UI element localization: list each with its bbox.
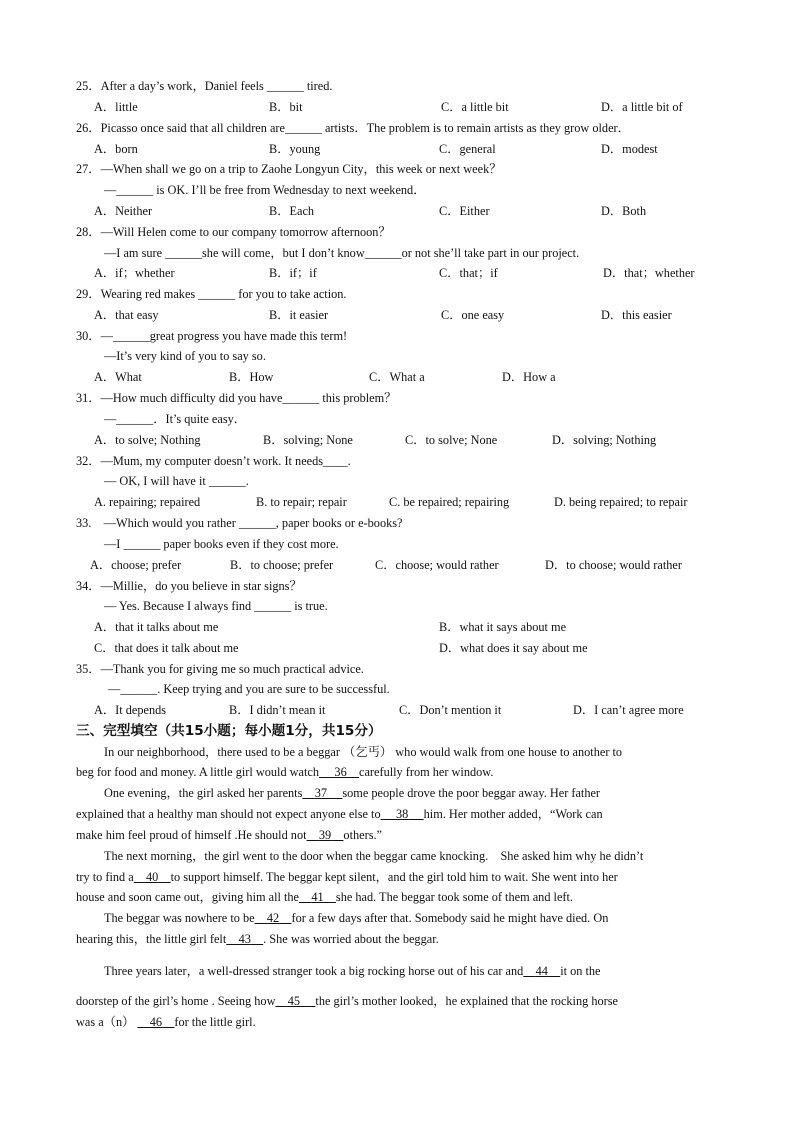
question-stem: 25．After a day’s work，Daniel feels ______ tired. — [76, 79, 333, 93]
option-d: D．solving; Nothing — [552, 433, 657, 447]
blank-37: 37 — [314, 786, 327, 800]
option-b: B．I didn’t mean it — [229, 703, 326, 717]
blank-46: 46 — [149, 1015, 163, 1029]
passage-line: house and soon came out，giving him all the 41 she had. The beggar took some of them and left. — [76, 890, 574, 904]
question-stem: 29．Wearing red makes ______ for you to take action. — [76, 287, 347, 301]
passage-line: The beggar was nowhere to be 42 for a few days after that. Somebody said he might have died. On — [104, 911, 609, 925]
blank-45: 45 — [287, 994, 301, 1008]
dialogue-line: —______. Keep trying and you are sure to be successful. — [108, 682, 390, 696]
option-c: C．that；if — [439, 266, 498, 280]
option-d: D．that；whether — [603, 266, 695, 280]
question-stem: 35．—Thank you for giving me so much practical advice. — [76, 662, 364, 676]
option-d: D．I can’t agree more — [573, 703, 684, 717]
option-c: C．a little bit — [441, 100, 509, 114]
dialogue-line: —It’s very kind of you to say so. — [104, 349, 266, 363]
passage-line: try to find a 40 to support himself. The beggar kept silent，and the girl told him to wait. She went into her — [76, 870, 618, 884]
blank-44: 44 — [535, 964, 548, 978]
option-b: B．to choose; prefer — [230, 558, 334, 572]
passage-line: make him feel proud of himself .He should not 39 others.” — [76, 828, 383, 842]
passage-line: hearing this，the little girl felt 43 . She was worried about the beggar. — [76, 932, 439, 946]
passage-line: explained that a healthy man should not expect anyone else to 38 him. Her mother added，“Work can — [76, 807, 603, 821]
option-c: C．What a — [369, 370, 425, 384]
option-d: D．a little bit of — [601, 100, 683, 114]
option-b: B．Each — [269, 204, 315, 218]
passage-line: Three years later，a well-dressed stranger took a big rocking horse out of his car and 44 it on the — [104, 964, 601, 978]
option-d: D．this easier — [601, 308, 672, 322]
dialogue-line: —______．It’s quite easy． — [104, 412, 247, 426]
dialogue-line: — Yes. Because I always find ______ is true. — [104, 599, 328, 613]
option-c: C．one easy — [441, 308, 505, 322]
option-b: B．young — [269, 142, 321, 156]
question-stem: 30．—______great progress you have made this term! — [76, 329, 348, 343]
blank-36: 36 — [334, 765, 347, 779]
option-a: A．that easy — [94, 308, 159, 322]
blank-38: 38 — [395, 807, 409, 821]
question-stem: 33. —Which would you rather ______, paper books or e-books? — [76, 516, 403, 530]
option-d: D．modest — [601, 142, 658, 156]
option-d: D．How a — [502, 370, 556, 384]
option-a: A．that it talks about me — [94, 620, 219, 634]
option-a: A．What — [94, 370, 142, 384]
passage-line: was a（n） 46 for the little girl. — [76, 1015, 256, 1029]
dialogue-line: — OK, I will have it ______. — [104, 474, 249, 488]
option-c: C．to solve; None — [405, 433, 498, 447]
option-b: B．How — [229, 370, 274, 384]
blank-41: 41 — [311, 890, 324, 904]
dialogue-line: —______ is OK. I’ll be free from Wednesday to next weekend． — [104, 183, 426, 197]
option-d: D．what does it say about me — [439, 641, 588, 655]
option-a: A．little — [94, 100, 138, 114]
option-b: B. to repair; repair — [256, 495, 347, 509]
option-b: B．bit — [269, 100, 303, 114]
passage-line: doorstep of the girl’s home . Seeing how 45 the girl’s mother looked，he explained that the rocking horse — [76, 994, 618, 1008]
option-c: C．general — [439, 142, 496, 156]
blank-39: 39 — [318, 828, 332, 842]
option-c: C．choose; would rather — [375, 558, 499, 572]
option-a: A．Neither — [94, 204, 153, 218]
option-a: A．to solve; Nothing — [94, 433, 201, 447]
question-stem: 34．—Millie，do you believe in star signs？ — [76, 579, 302, 593]
option-a: A．if；whether — [94, 266, 175, 280]
question-stem: 28．—Will Helen come to our company tomorrow afternoon？ — [76, 225, 391, 239]
option-b: B．solving; None — [263, 433, 353, 447]
option-a: A．It depends — [94, 703, 167, 717]
passage-line: One evening，the girl asked her parents 37 some people drove the poor beggar away. Her father — [104, 786, 601, 800]
option-c: C．Don’t mention it — [399, 703, 502, 717]
blank-43: 43 — [238, 932, 251, 946]
dialogue-line: —I am sure ______she will come，but I don’t know______or not she’ll take part in our project. — [104, 246, 580, 260]
option-a: A. repairing; repaired — [94, 495, 201, 509]
question-stem: 31．—How much difficulty did you have______ this problem？ — [76, 391, 397, 405]
passage-line: The next morning，the girl went to the door when the beggar came knocking. She asked him why he didn’t — [104, 849, 644, 863]
dialogue-line: —I ______ paper books even if they cost more. — [104, 537, 339, 551]
question-stem: 26．Picasso once said that all children are______ artists．The problem is to remain artists as they grow older． — [76, 121, 630, 135]
option-b: B．if；if — [269, 266, 317, 280]
option-a: A．born — [94, 142, 138, 156]
option-b: B．it easier — [269, 308, 329, 322]
option-b: B．what it says about me — [439, 620, 567, 634]
question-stem: 32．—Mum, my computer doesn’t work. It needs____. — [76, 454, 351, 468]
blank-42: 42 — [266, 911, 280, 925]
option-c: C．Either — [439, 204, 490, 218]
option-c: C．that does it talk about me — [94, 641, 239, 655]
passage-line: In our neighborhood，there used to be a beggar （乞丐） who would walk from one house to another to — [104, 745, 623, 759]
passage-line: beg for food and money. A little girl would watch 36 carefully from her window. — [76, 765, 494, 779]
option-d: D．Both — [601, 204, 647, 218]
option-a: A．choose; prefer — [90, 558, 182, 572]
section-3-heading: 三、完型填空（共15小题；每小题1分，共15分） — [76, 723, 382, 739]
option-d: D. being repaired; to repair — [554, 495, 688, 509]
option-c: C. be repaired; repairing — [389, 495, 510, 509]
question-stem: 27．—When shall we go on a trip to Zaohe Longyun City，this week or next week？ — [76, 162, 502, 176]
option-d: D．to choose; would rather — [545, 558, 682, 572]
blank-40: 40 — [146, 870, 159, 884]
